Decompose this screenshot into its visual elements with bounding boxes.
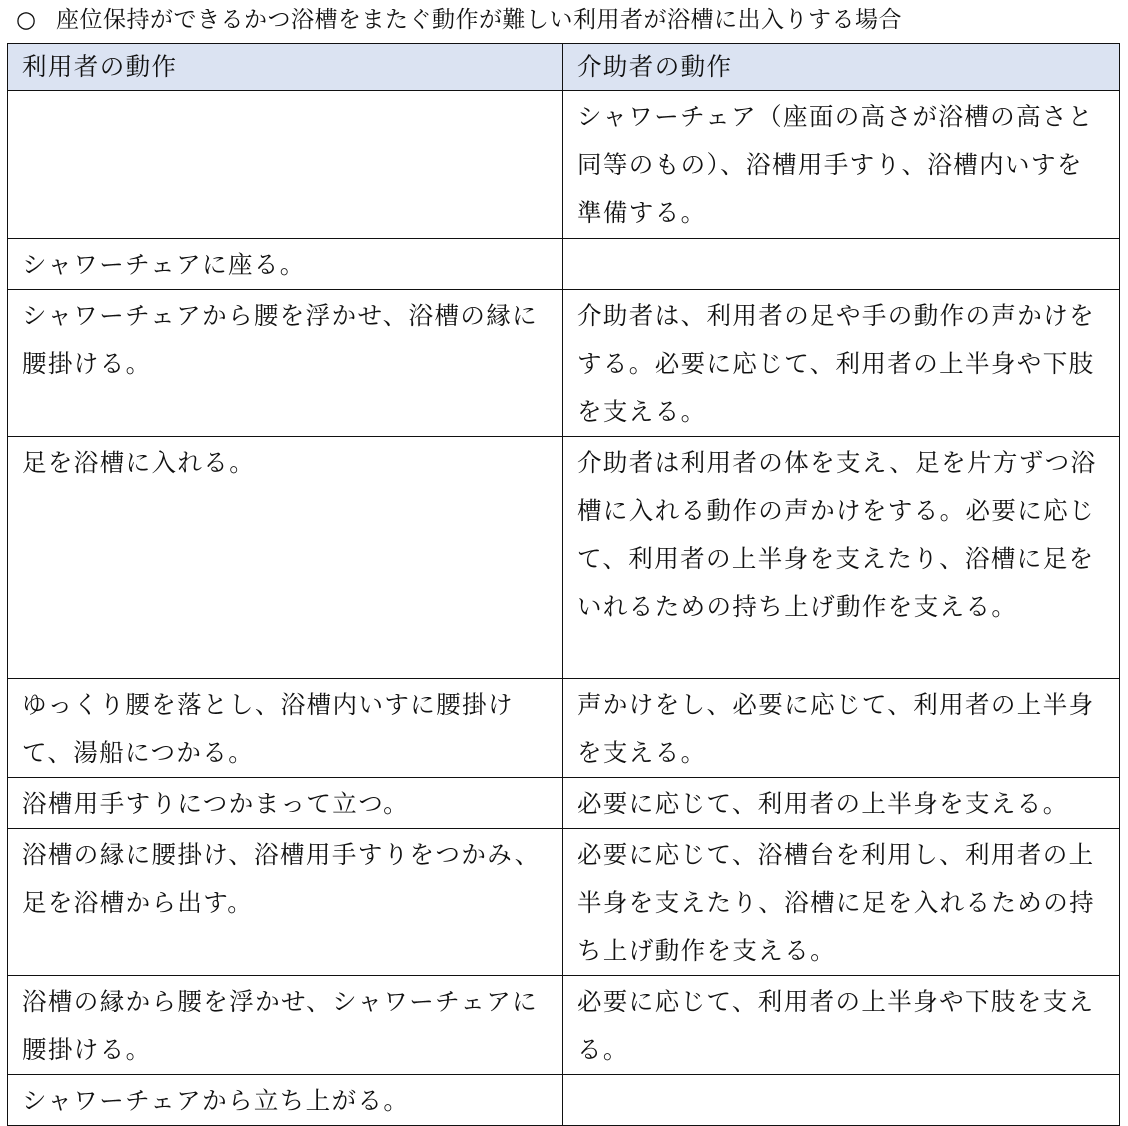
table-row xyxy=(8,778,1120,829)
user-action-cell: シャワーチェアに座る。 xyxy=(8,239,563,290)
user-action-cell: シャワーチェアから立ち上がる。 xyxy=(8,1075,563,1126)
caregiver-action-cell: 必要に応じて、利用者の上半身を支える。 xyxy=(563,778,1120,829)
table-row xyxy=(8,679,1120,778)
caregiver-action-cell: 声かけをし、必要に応じて、利用者の上半身を支える。 xyxy=(563,679,1120,778)
table-row xyxy=(8,976,1120,1075)
care-steps-table xyxy=(7,43,1120,1126)
header-row xyxy=(8,44,1120,91)
user-action-cell: 浴槽の縁に腰掛け、浴槽用手すりをつかみ、足を浴槽から出す。 xyxy=(8,829,563,976)
caregiver-action-cell: 介助者は、利用者の足や手の動作の声かけをする。必要に応じて、利用者の上半身や下肢を支える。 xyxy=(563,290,1120,437)
heading-text: 座位保持ができるかつ浴槽をまたぐ動作が難しい利用者が浴槽に出入りする場合 xyxy=(56,7,902,33)
caregiver-action-cell xyxy=(563,1075,1120,1126)
header-user-action: 利用者の動作 xyxy=(8,44,563,91)
user-action-cell: 浴槽の縁から腰を浮かせ、シャワーチェアに腰掛ける。 xyxy=(8,976,563,1075)
user-action-cell: 足を浴槽に入れる。 xyxy=(8,437,563,679)
table-row xyxy=(8,1075,1120,1126)
caregiver-action-cell: シャワーチェア（座面の高さが浴槽の高さと同等のもの）、浴槽用手すり、浴槽内いすを準備する。 xyxy=(563,91,1120,239)
table-row xyxy=(8,91,1120,239)
table-row xyxy=(8,437,1120,679)
user-action-cell: 浴槽用手すりにつかまって立つ。 xyxy=(8,778,563,829)
table-row xyxy=(8,290,1120,437)
caregiver-action-cell: 介助者は利用者の体を支え、足を片方ずつ浴槽に入れる動作の声かけをする。必要に応じて、利用者の上半身を支えたり、浴槽に足をいれるための持ち上げ動作を支える。 xyxy=(563,437,1120,679)
header-caregiver-action: 介助者の動作 xyxy=(563,44,1120,91)
caregiver-action-cell: 必要に応じて、利用者の上半身や下肢を支える。 xyxy=(563,976,1120,1075)
user-action-cell: シャワーチェアから腰を浮かせ、浴槽の縁に腰掛ける。 xyxy=(8,290,563,437)
user-action-cell xyxy=(8,91,563,239)
user-action-cell: ゆっくり腰を落とし、浴槽内いすに腰掛けて、湯船につかる。 xyxy=(8,679,563,778)
section-heading xyxy=(16,2,902,38)
circle-bullet-icon: ○ xyxy=(16,7,37,33)
caregiver-action-cell: 必要に応じて、浴槽台を利用し、利用者の上半身を支えたり、浴槽に足を入れるための持ち上げ動作を支える。 xyxy=(563,829,1120,976)
table-row xyxy=(8,239,1120,290)
table-row xyxy=(8,829,1120,976)
caregiver-action-cell xyxy=(563,239,1120,290)
